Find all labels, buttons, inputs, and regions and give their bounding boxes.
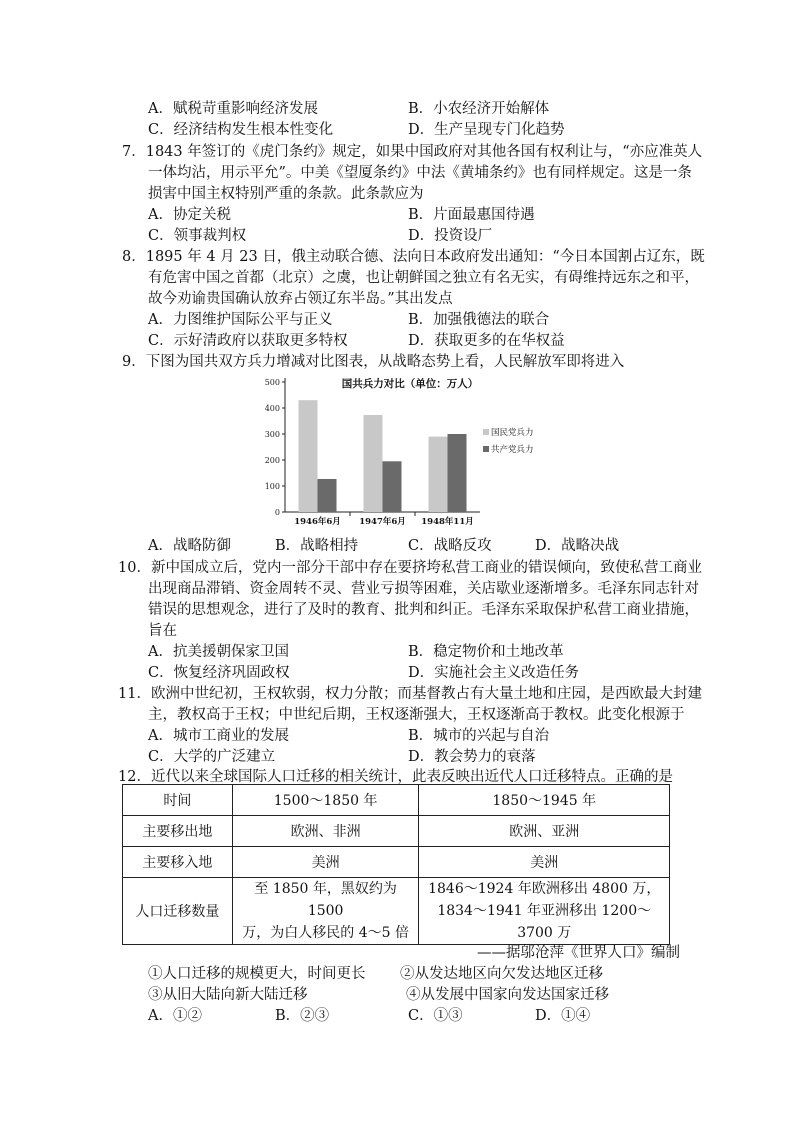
q12-option-d: D．①④ [535,1008,591,1024]
q8-option-a: A．力图维护国际公平与正义 [148,312,333,328]
table-header-cell: 1850～1945 年 [419,785,670,816]
y-tick-label: 100 [264,482,280,491]
table-cell [419,878,670,945]
table-cell: 主要移出地 [123,816,233,847]
table-cell: 欧洲、非洲 [232,816,419,847]
q11-option-a: A．城市工商业的发展 [148,728,289,744]
table-row [123,878,670,945]
q9-option-d: D．战略决战 [535,538,620,554]
q12-option-c: C．①③ [408,1008,463,1024]
y-tick-label: 200 [264,456,280,465]
q9-option-b: B．战略相持 [275,538,359,554]
table-cell: 主要移入地 [123,847,233,878]
bar-kmt [429,437,448,512]
legend-swatch [483,429,489,435]
q8-option-c: C．示好清政府以获取更多特权 [148,333,348,349]
q6-option-b: B．小农经济开始解体 [408,101,550,117]
y-tick-label: 500 [264,378,280,387]
y-tick-label: 400 [264,404,280,413]
q8-stem-line: 有危害中国之首都（北京）之虞，也让朝鲜国之独立有名无实，有碍维持远东之和平， [148,270,699,286]
q8-option-d: D．获取更多的在华权益 [408,333,565,349]
y-tick-label: 0 [274,508,280,517]
table-cell: 欧洲、亚洲 [419,816,670,847]
q7-stem-line: 一体均沾，用示平允”。中美《望厦条约》中法《黄埔条约》也有同样规定。这是一条 [148,165,692,181]
q10-stem-line: 旨在 [148,623,177,639]
table-cell: 美洲 [419,847,670,878]
q10-stem-line: 出现商品滞销、资金周转不灵、营业亏损等困难，关店歇业逐渐增多。毛泽东同志针对 [148,581,699,597]
q10-stem-line: 10．新中国成立后，党内一部分干部中存在要挤垮私营工商业的错误倾向，致使私营工商业 [118,560,702,576]
bar-cpc [318,479,337,512]
q6-option-a: A．赋税苛重影响经济发展 [148,101,318,117]
x-tick-label: 1947年6月 [359,517,406,527]
q9-option-c: C．战略反攻 [408,538,492,554]
q11-stem-line: 主，教权高于王权；中世纪后期，王权逐渐强大，王权逐渐高于教权。此变化根源于 [148,707,685,723]
q11-option-d: D．教会势力的衰落 [408,749,536,765]
q10-option-c: C．恢复经济巩固政权 [148,665,290,681]
q8-option-b: B．加强俄德法的联合 [408,312,550,328]
table-header-cell: 时间 [123,785,233,816]
q7-option-b: B．片面最惠国待遇 [408,207,535,223]
chart-y-ticks [265,378,285,517]
q11-stem-line: 11．欧洲中世纪初，王权软弱，权力分散；而基督教占有大量土地和庄园，是西欧最大封建 [118,686,702,702]
q9-option-a: A．战略防御 [148,538,231,554]
q8-stem-line: 8．1895 年 4 月 23 日，俄主动联合德、法向日本政府发出通知：“今日本国割占辽东，既 [122,249,705,265]
troop-comparison-chart [255,372,540,527]
table-cell: 人口迁移数量 [123,878,233,945]
q12-option-a: A．①② [148,1008,202,1024]
q10-option-d: D．实施社会主义改造任务 [408,665,580,681]
x-tick-label: 1948年11月 [421,517,474,527]
q12-statement-1: ①人口迁移的规模更大，时间更长 [148,966,366,982]
table-cell-line: 万，为白人移民的 4～5 倍 [242,925,409,941]
bar-kmt [299,400,318,512]
x-tick-label: 1946年6月 [294,517,341,527]
chart-title: 国共兵力对比（单位：万人） [341,378,479,390]
table-row [123,816,670,847]
table-cell: 美洲 [232,847,419,878]
q11-option-b: B．城市的兴起与自治 [408,728,550,744]
table-row [123,847,670,878]
chart-x-ticks [294,512,474,527]
q10-option-b: B．稳定物价和土地改革 [408,644,564,660]
table-row [123,785,670,816]
q8-stem-line: 故今劝谕贵国确认放弃占领辽东半岛。”其出发点 [148,291,453,307]
q7-option-a: A．协定关税 [148,207,231,223]
migration-table [122,784,670,945]
chart-legend [483,427,534,455]
table-cell [232,878,419,945]
q7-stem-line: 7．1843 年签订的《虎门条约》规定，如果中国政府对其他各国有权利让与，“亦应准英人 [122,144,703,160]
bar-kmt [364,415,383,512]
legend-label: 国民党兵力 [491,428,534,438]
legend-label: 共产党兵力 [491,445,534,455]
q6-option-d: D．生产呈现专门化趋势 [408,122,565,138]
q12-stem-line: 12．近代以来全球国际人口迁移的相关统计，此表反映出近代人口迁移特点。正确的是 [118,769,673,785]
q9-stem-line: 9．下图为国共双方兵力增减对比图表，从战略态势上看，人民解放军即将进入 [122,354,625,370]
table-cell-line: 1834～1941 年亚洲移出 1200～3700 万 [437,903,652,941]
q11-option-c: C．大学的广泛建立 [148,749,276,765]
q7-option-d: D．投资设厂 [408,228,493,244]
q12-statement-2: ②从发达地区向欠发达地区迁移 [400,966,603,982]
table-source: ——据邬沧萍《世界人口》编制 [477,945,680,961]
bar-cpc [383,461,402,512]
q7-option-c: C．领事裁判权 [148,228,247,244]
bar-cpc [448,434,467,512]
chart-svg [255,372,540,527]
q10-stem-line: 错误的思想观念，进行了及时的教育、批判和纠正。毛泽东采取保护私营工商业措施， [148,602,699,618]
table-header-cell: 1500～1850 年 [232,785,419,816]
q7-stem-line: 损害中国主权特别严重的条款。此条款应为 [148,186,424,202]
table-cell-line: 1846～1924 年欧洲移出 4800 万， [428,881,661,897]
q10-option-a: A．抗美援朝保家卫国 [148,644,289,660]
q12-option-b: B．②③ [275,1008,330,1024]
q12-statement-4: ④从发展中国家向发达国家迁移 [406,987,609,1003]
legend-swatch [483,446,489,452]
q6-option-c: C．经济结构发生根本性变化 [148,122,334,138]
y-tick-label: 300 [264,430,280,439]
chart-bars [299,400,467,512]
q12-statement-3: ③从旧大陆向新大陆迁移 [148,987,308,1003]
table-cell-line: 至 1850 年，黑奴约为 1500 [254,881,397,919]
